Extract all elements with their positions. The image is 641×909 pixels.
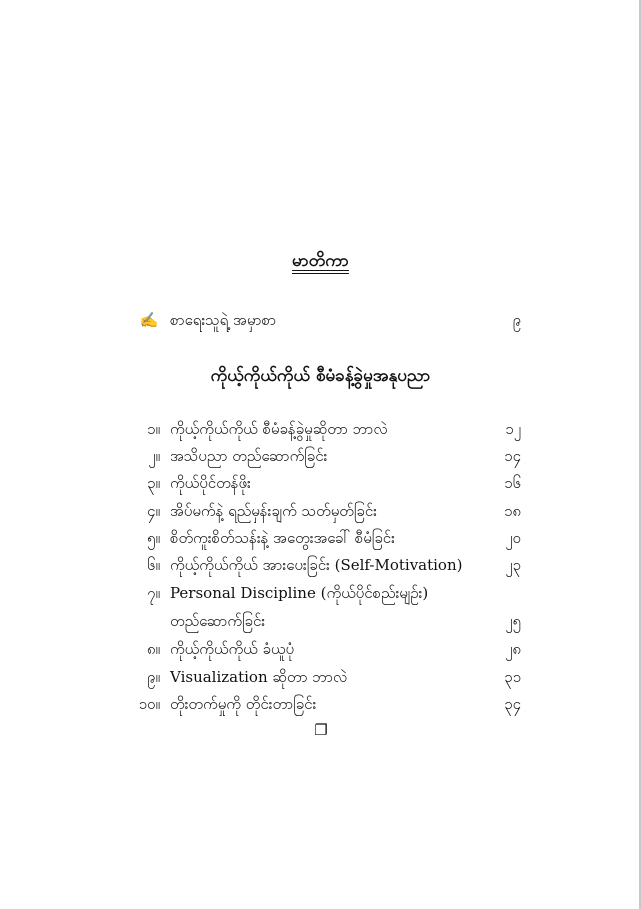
toc-page: ၂၈ [505,640,521,658]
toc-page: ၁၈ [503,502,521,520]
toc-page: ၃၁ [504,668,521,686]
toc-page: ၃၄ [504,695,521,713]
toc-text: တည်ဆောက်ခြင်း [170,612,266,630]
toc-text: Personal Discipline (ကိုယ်ပိုင်စည်းမျဉ်း) [170,584,429,602]
toc-number: ၂။ [148,447,160,465]
toc-page: ၁၄ [504,447,521,465]
toc-number: ၁။ [147,420,160,438]
toc-number: ၅။ [147,529,160,547]
toc-number: ၈။ [146,640,160,658]
toc-number: ၇။ [147,584,160,602]
toc-text: အသိပညာ တည်ဆောက်ခြင်း [170,447,328,465]
toc-number: ၉။ [147,668,160,686]
pen-icon: ✍ [139,311,159,329]
toc-page: ၂၃ [505,556,521,574]
end-box-icon: ❐ [314,721,328,739]
page-title [0,250,641,275]
preface-page: ၉ [512,311,521,329]
toc-text: အိပ်မက်နဲ့ ရည်မှန်းချက် သတ်မှတ်ခြင်း [170,502,377,520]
toc-text: Visualization ဆိုတာ ဘာလဲ [170,668,348,686]
page-title-text: မာတိကာ [292,251,349,271]
toc-number: ၁၀။ [138,695,160,713]
toc-number: ၃။ [147,474,160,492]
toc-number: ၆။ [147,556,160,574]
section-title: ကိုယ့်ကိုယ်ကိုယ် စီမံခန့်ခွဲမှုအနုပညာ [210,366,431,386]
toc-page: ၂၅ [505,612,521,630]
toc-text: ကိုယ့်ကိုယ်ကိုယ် အားပေးခြင်း (Self-Motivation) [170,556,463,574]
toc-text: တိုးတက်မှုကို တိုင်းတာခြင်း [170,695,317,713]
toc-text: ကိုယ့်ကိုယ်ကိုယ် ခံယူပုံ [170,640,295,658]
toc-text: ကိုယ်ပိုင်တန်ဖိုး [170,474,251,492]
toc-number: ၄။ [147,502,160,520]
toc-page: ၂၀ [505,529,521,547]
preface-label: စာရေးသူရဲ့ အမှာစာ [170,311,277,329]
toc-page: ၁၆ [504,474,521,492]
toc-text: ကိုယ့်ကိုယ်ကိုယ် စီမံခန့်ခွဲမှုဆိုတာ ဘာလဲ [170,420,388,438]
toc-text: စိတ်ကူးစိတ်သန်းနဲ့ အတွေးအခေါ် စီမံခြင်း [170,529,395,547]
toc-page: ၁၂ [505,420,521,438]
